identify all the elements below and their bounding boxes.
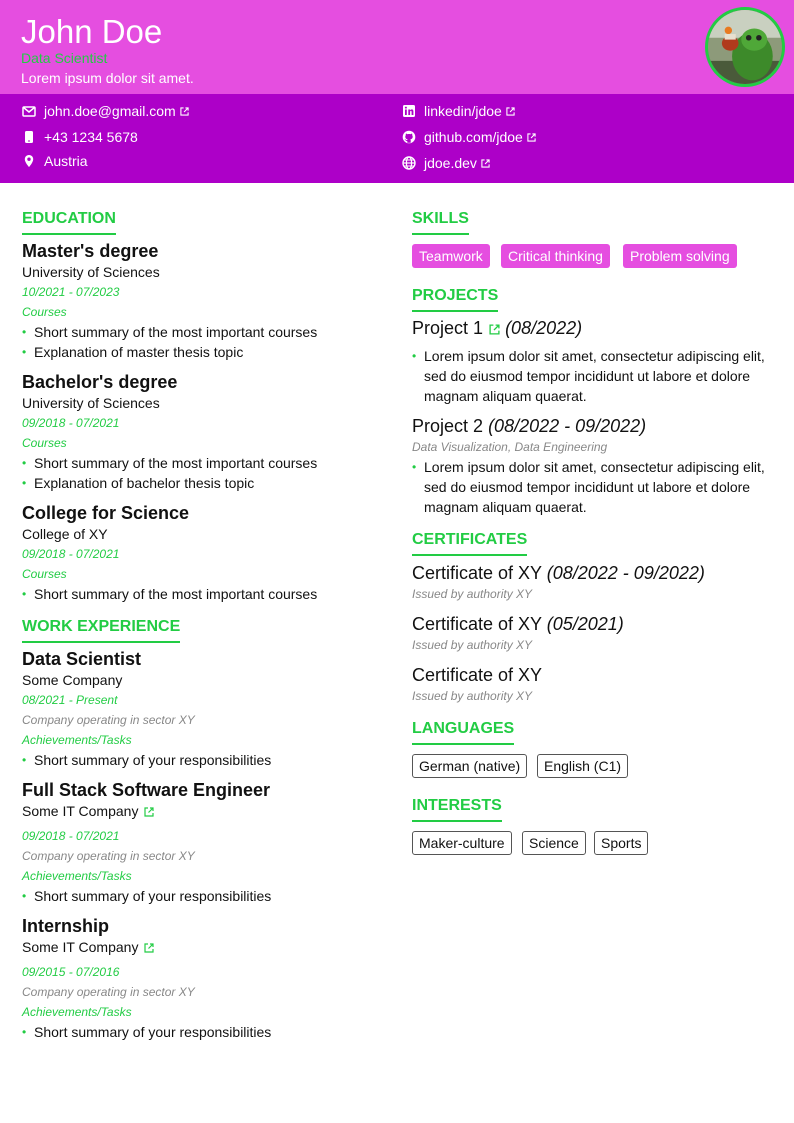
certificate-issuer: Issued by authority XY [412,587,533,601]
certificate-issuer: Issued by authority XY [412,689,533,703]
project-title: Project 1 (08/2022) [412,318,583,338]
list-item: • Short summary of your responsibilities [22,888,272,904]
linkedin-link[interactable] [402,102,515,120]
candidate-name: John Doe [21,13,163,50]
list-item: • Explanation of master thesis topic [22,344,244,360]
external-link-icon [144,807,155,818]
list-item: • Short summary of the most important courses [22,586,318,602]
education-date: 09/2018 - 07/2021 [22,547,120,561]
education-school: University of Sciences [22,395,160,411]
language-chip: English (C1) [537,754,628,778]
location-text: Austria [44,153,88,169]
interest-chip: Sports [594,831,648,855]
work-role: Data Scientist [22,649,142,669]
skill-pill: Teamwork [412,244,490,268]
external-link-icon [527,133,536,142]
work-label: Achievements/Tasks [22,733,132,747]
list-item: • Lorem ipsum dolor sit amet, consectetur adipiscing elit, sed do eiusmod tempor incididunt ut labore et dolore magnam aliquam quaerat. [412,459,765,515]
project-tags: Data Visualization, Data Engineering [412,440,608,454]
education-degree: Master's degree [22,241,159,261]
education-label: Courses [22,567,67,581]
tagline: Lorem ipsum dolor sit amet. [21,70,194,86]
work-sector: Company operating in sector XY [22,713,195,727]
website-link[interactable] [402,154,490,172]
certificate-issuer: Issued by authority XY [412,638,533,652]
external-link-icon [144,943,155,954]
email-text: john.doe@gmail.com [44,103,176,119]
work-date: 09/2015 - 07/2016 [22,965,120,979]
work-role: Internship [22,916,110,936]
section-title-interests: INTERESTS [412,796,502,816]
project-title: Project 2 (08/2022 - 09/2022) [412,416,647,436]
job-title: Data Scientist [21,50,108,66]
github-icon [402,130,416,144]
work-date: 09/2018 - 07/2021 [22,829,120,843]
avatar [705,7,785,87]
interest-chip: Science [522,831,586,855]
interest-chip: Maker-culture [412,831,512,855]
work-label: Achievements/Tasks [22,1005,132,1019]
education-degree: College for Science [22,503,190,523]
external-link-icon [481,159,490,168]
list-item: • Explanation of bachelor thesis topic [22,475,255,491]
section-title-certificates: CERTIFICATES [412,530,527,550]
education-date: 10/2021 - 07/2023 [22,285,120,299]
work-company-link[interactable]: Some IT Company [22,938,155,956]
section-title-skills: SKILLS [412,209,469,229]
external-link-icon [506,107,515,116]
section-title-projects: PROJECTS [412,286,498,306]
certificate-title: Certificate of XY (05/2021) [412,614,624,634]
education-degree: Bachelor's degree [22,372,178,392]
section-title-work-experience: WORK EXPERIENCE [22,617,180,637]
work-company: Some Company [22,672,123,688]
github-link[interactable] [402,128,536,146]
list-item: • Short summary of your responsibilities [22,1024,272,1040]
list-item: • Short summary of your responsibilities [22,752,272,768]
phone-text: +43 1234 5678 [44,129,138,145]
education-school: University of Sciences [22,264,160,280]
header [0,0,794,94]
education-label: Courses [22,305,67,319]
location-item [22,152,88,170]
location-pin-icon [22,154,36,168]
phone-icon [22,130,36,144]
skill-pill: Critical thinking [501,244,610,268]
education-date: 09/2018 - 07/2021 [22,416,120,430]
mail-icon [22,104,36,118]
skill-pill: Problem solving [623,244,737,268]
linkedin-text: linkedin/jdoe [424,103,502,119]
language-chip: German (native) [412,754,527,778]
list-item: • Short summary of the most important courses [22,324,318,340]
list-item: • Lorem ipsum dolor sit amet, consectetur adipiscing elit, sed do eiusmod tempor incididunt ut labore et dolore magnam aliquam quaerat. [412,348,765,404]
work-sector: Company operating in sector XY [22,985,195,999]
work-company-link[interactable]: Some IT Company [22,802,155,820]
linkedin-icon [402,104,416,118]
education-label: Courses [22,436,67,450]
website-text: jdoe.dev [424,155,477,171]
section-title-languages: LANGUAGES [412,719,514,739]
external-link-icon [180,107,189,116]
phone-item [22,128,138,146]
work-role: Full Stack Software Engineer [22,780,271,800]
globe-icon [402,156,416,170]
section-title-education: EDUCATION [22,209,116,229]
avatar-image [708,10,782,84]
external-link-icon[interactable] [489,324,500,335]
education-school: College of XY [22,526,108,542]
certificate-title: Certificate of XY (08/2022 - 09/2022) [412,563,705,583]
work-sector: Company operating in sector XY [22,849,195,863]
list-item: • Short summary of the most important courses [22,455,318,471]
work-date: 08/2021 - Present [22,693,118,707]
certificate-title: Certificate of XY [412,665,543,685]
github-text: github.com/jdoe [424,129,523,145]
work-label: Achievements/Tasks [22,869,132,883]
email-link[interactable] [22,102,189,120]
